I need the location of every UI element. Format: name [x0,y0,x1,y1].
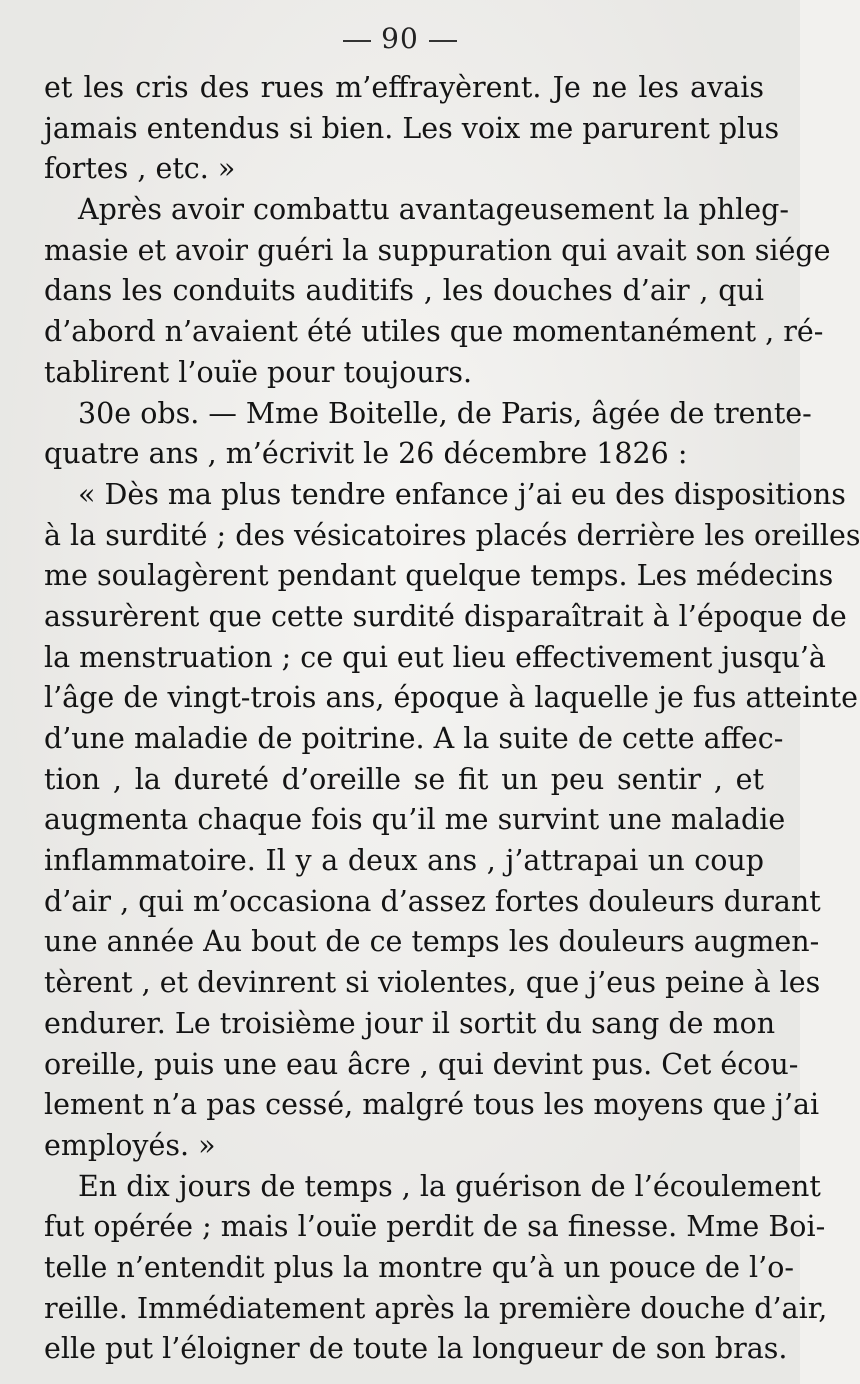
text-line: à la surdité ; des vésicatoires placés derrière les oreilles [44,518,860,552]
text-line: elle put l’éloigner de toute la longueur de son bras. [44,1332,788,1366]
text-line: jamais entendus si bien. Les voix me parurent plus [44,111,780,145]
text-line: l’âge de vingt-trois ans, époque à laquelle je fus atteinte [44,681,859,715]
page-header [0,22,800,55]
text-line: telle n’entendit plus la montre qu’à un pouce de l’o- [44,1250,795,1284]
text-line: une année Au bout de ce temps les douleurs augmen- [44,925,820,959]
text-line: tèrent , et devinrent si violentes, que j’eus peine à les [44,966,821,1000]
text-line: fut opérée ; mais l’ouïe perdit de sa finesse. Mme Boi- [44,1210,826,1244]
text-line: 30e obs. — Mme Boitelle, de Paris, âgée de trente- [78,396,812,430]
text-line: la menstruation ; ce qui eut lieu effectivement jusqu’à [44,640,826,674]
text-line: tion , la dureté d’oreille se fit un peu sentir , et [44,762,764,796]
text-line: inflammatoire. Il y a deux ans , j’attrapai un coup [44,844,764,878]
header-dash-right [429,40,457,42]
text-line: Après avoir combattu avantageusement la phleg- [78,193,789,227]
text-line: me soulagèrent pendant quelque temps. Les médecins [44,559,834,593]
body-text [44,68,860,1370]
text-line: dans les conduits auditifs , les douches d’air , qui [44,274,764,308]
text-line: et les cris des rues m’effrayèrent. Je ne les avais [44,71,764,104]
text-line: employés. » [44,1128,216,1162]
text-line: d’une maladie de poitrine. A la suite de cette affec- [44,722,784,755]
text-line: lement n’a pas cessé, malgré tous les moyens que j’ai [44,1088,820,1122]
text-line: En dix jours de temps , la guérison de l’écoulement [78,1169,821,1203]
text-line: augmenta chaque fois qu’il me survint une maladie [44,803,786,837]
text-line: d’air , qui m’occasiona d’assez fortes douleurs durant [44,884,821,918]
text-line: masie et avoir guéri la suppuration qui avait son siége [44,233,831,267]
text-line: fortes , etc. » [44,152,236,186]
text-line: quatre ans , m’écrivit le 26 décembre 1826 : [44,437,688,471]
text-line: d’abord n’avaient été utiles que momentanément , ré- [44,315,824,349]
text-line: oreille, puis une eau âcre , qui devint pus. Cet écou- [44,1047,799,1081]
text-line: endurer. Le troisième jour il sortit du sang de mon [44,1006,776,1040]
text-line: reille. Immédiatement après la première douche d’air, [44,1291,828,1325]
header-dash-left [343,40,371,42]
text-line: « Dès ma plus tendre enfance j’ai eu des dispositions [78,477,846,511]
text-line: tablirent l’ouïe pour toujours. [44,355,473,389]
page-number: 90 [381,22,419,55]
text-line: assurèrent que cette surdité disparaîtrait à l’époque de [44,599,847,633]
